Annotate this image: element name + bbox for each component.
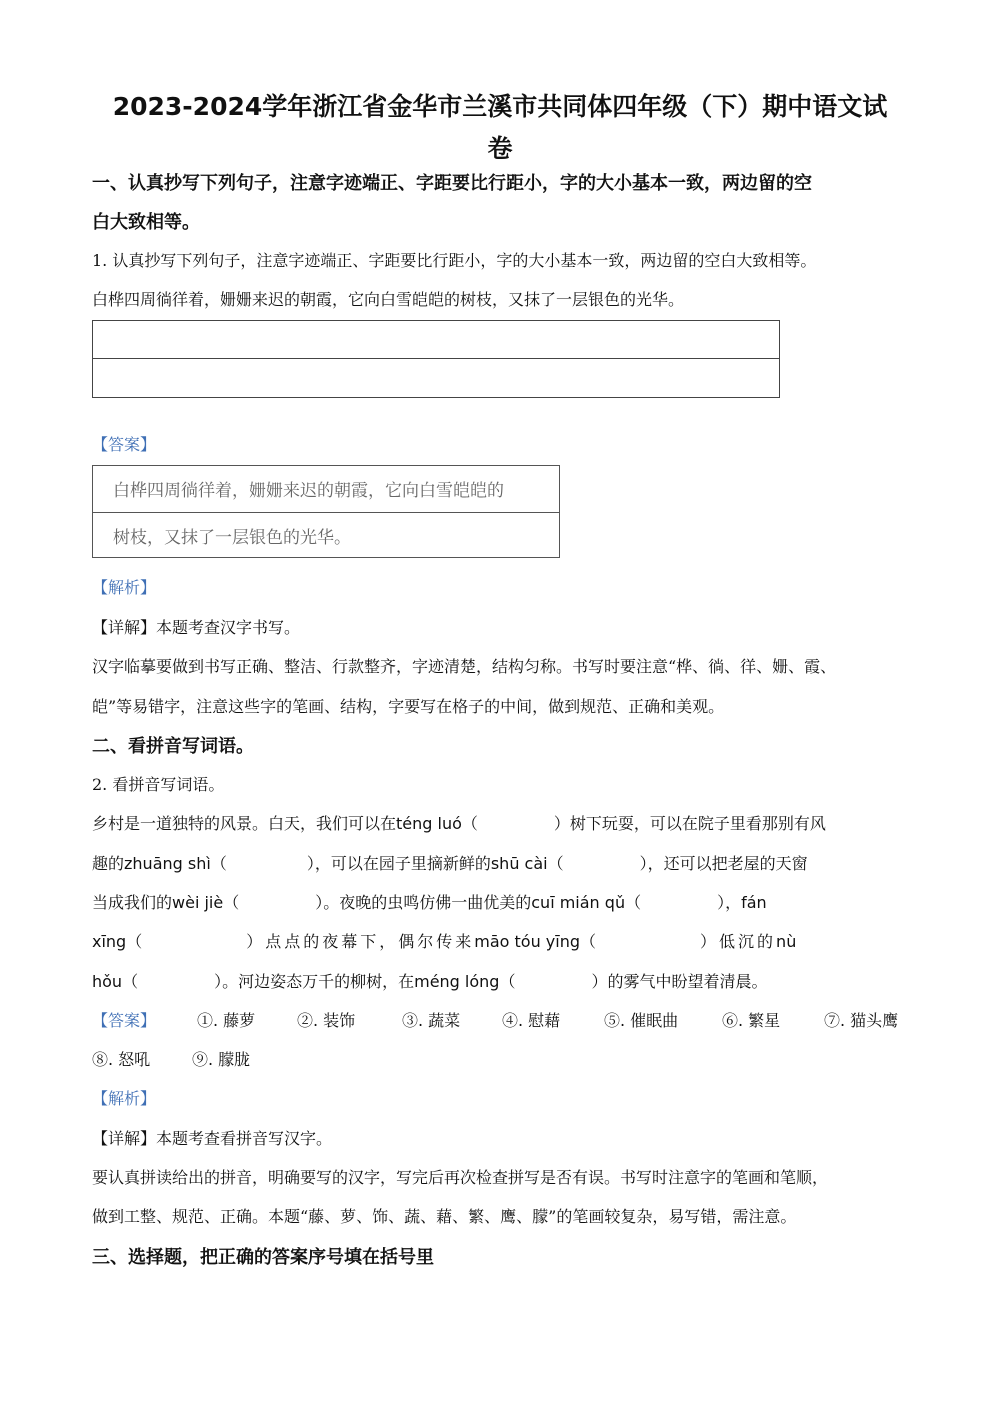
answer-item-2: ②. 装饰 — [297, 1011, 356, 1030]
explain-1-line-1: 汉字临摹要做到书写正确、整洁、行款整齐，字迹清楚，结构匀称。书写时要注意“桦、徜、徉、姗、霞、 — [92, 657, 837, 676]
section-3-heading: 三、选择题，把正确的答案序号填在括号里 — [92, 1247, 434, 1268]
section-1-heading-line-2: 白大致相等。 — [92, 212, 200, 233]
explain-2-line-1: 要认真拼读给出的拼音，明确要写的汉字，写完后再次检查拼写是否有误。书写时注意字的笔画和笔顺， — [92, 1168, 829, 1187]
answer-box-divider — [93, 512, 559, 513]
answer-box — [92, 465, 560, 558]
explain-1-line-2: 皑”等易错字，注意这些字的笔画、结构，字要写在格子的中间，做到规范、正确和美观。 — [92, 697, 725, 716]
passage-line-4: xīng（ ）点点的夜幕下，偶尔传来māo tóu yīng（ ）低沉的nù — [92, 932, 797, 951]
title-line-2: 卷 — [487, 134, 513, 163]
answer-item-7: ⑦. 猫头鹰 — [824, 1011, 899, 1030]
pinyin-4: wèi jiè — [172, 893, 224, 912]
answer-item-1: ①. 藤萝 — [197, 1011, 256, 1030]
pinyin-3: shū cài — [490, 854, 548, 873]
explain-2-line-2: 做到工整、规范、正确。本题“藤、萝、饰、蔬、藉、繁、鹰、朦”的笔画较复杂，易写错，需注意。 — [92, 1207, 797, 1226]
passage-line-2: 趣的zhuāng shì（ ），可以在园子里摘新鲜的shū cài（ ），还可以把老屋的天窗 — [92, 854, 808, 873]
question-2-text: 2. 看拼音写词语。 — [92, 775, 225, 794]
detail-2: 【详解】本题考查看拼音写汉字。 — [92, 1129, 333, 1148]
pinyin-2: zhuāng shì — [124, 854, 211, 873]
copy-sentence: 白桦四周徜徉着，姗姗来迟的朝霞，它向白雪皑皑的树枝，又抹了一层银色的光华。 — [92, 290, 685, 309]
section-2-heading: 二、看拼音写词语。 — [92, 736, 254, 757]
answer-item-9: ⑨. 朦胧 — [192, 1050, 251, 1069]
answer-row-1: 白桦四周徜徉着，姗姗来迟的朝霞，它向白雪皑皑的 — [113, 481, 504, 501]
answer-label-1: 【答案】 — [92, 435, 157, 454]
answer-item-3: ③. 蔬菜 — [402, 1011, 461, 1030]
pinyin-7: māo tóu yīng — [474, 932, 581, 951]
pinyin-6b: xīng — [92, 932, 127, 951]
writing-box-divider — [93, 358, 779, 359]
pinyin-8a: nù — [776, 932, 797, 951]
analysis-label-2: 【解析】 — [92, 1089, 157, 1108]
answer-label-2: 【答案】 — [92, 1011, 157, 1030]
passage-line-1: 乡村是一道独特的风景。白天，我们可以在téng luó（ ）树下玩耍，可以在院子里看那别有风 — [92, 814, 826, 833]
writing-box[interactable] — [92, 320, 780, 398]
answer-row-2: 树枝，又抹了一层银色的光华。 — [113, 528, 351, 548]
page-title — [60, 86, 940, 170]
pinyin-5: cuī mián qǔ — [531, 893, 626, 912]
answer-item-4: ④. 慰藉 — [502, 1011, 561, 1030]
answer-item-6: ⑥. 繁星 — [722, 1011, 781, 1030]
analysis-label-1: 【解析】 — [92, 578, 157, 597]
pinyin-8b: hǒu — [92, 972, 123, 991]
detail-1: 【详解】本题考查汉字书写。 — [92, 618, 301, 637]
section-1-heading-line-1: 一、认真抄写下列句子，注意字迹端正、字距要比行距小，字的大小基本一致，两边留的空 — [92, 173, 812, 194]
pinyin-6a: fán — [741, 893, 767, 912]
answer-item-5: ⑤. 催眠曲 — [604, 1011, 679, 1030]
passage-line-5: hǒu（ ）。河边姿态万千的柳树，在méng lóng（ ）的雾气中盼望着清晨。 — [92, 972, 768, 991]
answer-item-8: ⑧. 怒吼 — [92, 1050, 151, 1069]
section-1-heading — [92, 164, 922, 242]
title-line-1: 2023-2024学年浙江省金华市兰溪市共同体四年级（下）期中语文试 — [112, 92, 888, 121]
question-1-text: 1. 认真抄写下列句子，注意字迹端正、字距要比行距小，字的大小基本一致，两边留的空白大致相等。 — [92, 251, 817, 270]
passage-line-3: 当成我们的wèi jiè（ ）。夜晚的虫鸣仿佛一曲优美的cuī mián qǔ（ ），fán — [92, 893, 767, 912]
pinyin-1: téng luó — [396, 814, 462, 833]
pinyin-9: méng lóng — [414, 972, 500, 991]
